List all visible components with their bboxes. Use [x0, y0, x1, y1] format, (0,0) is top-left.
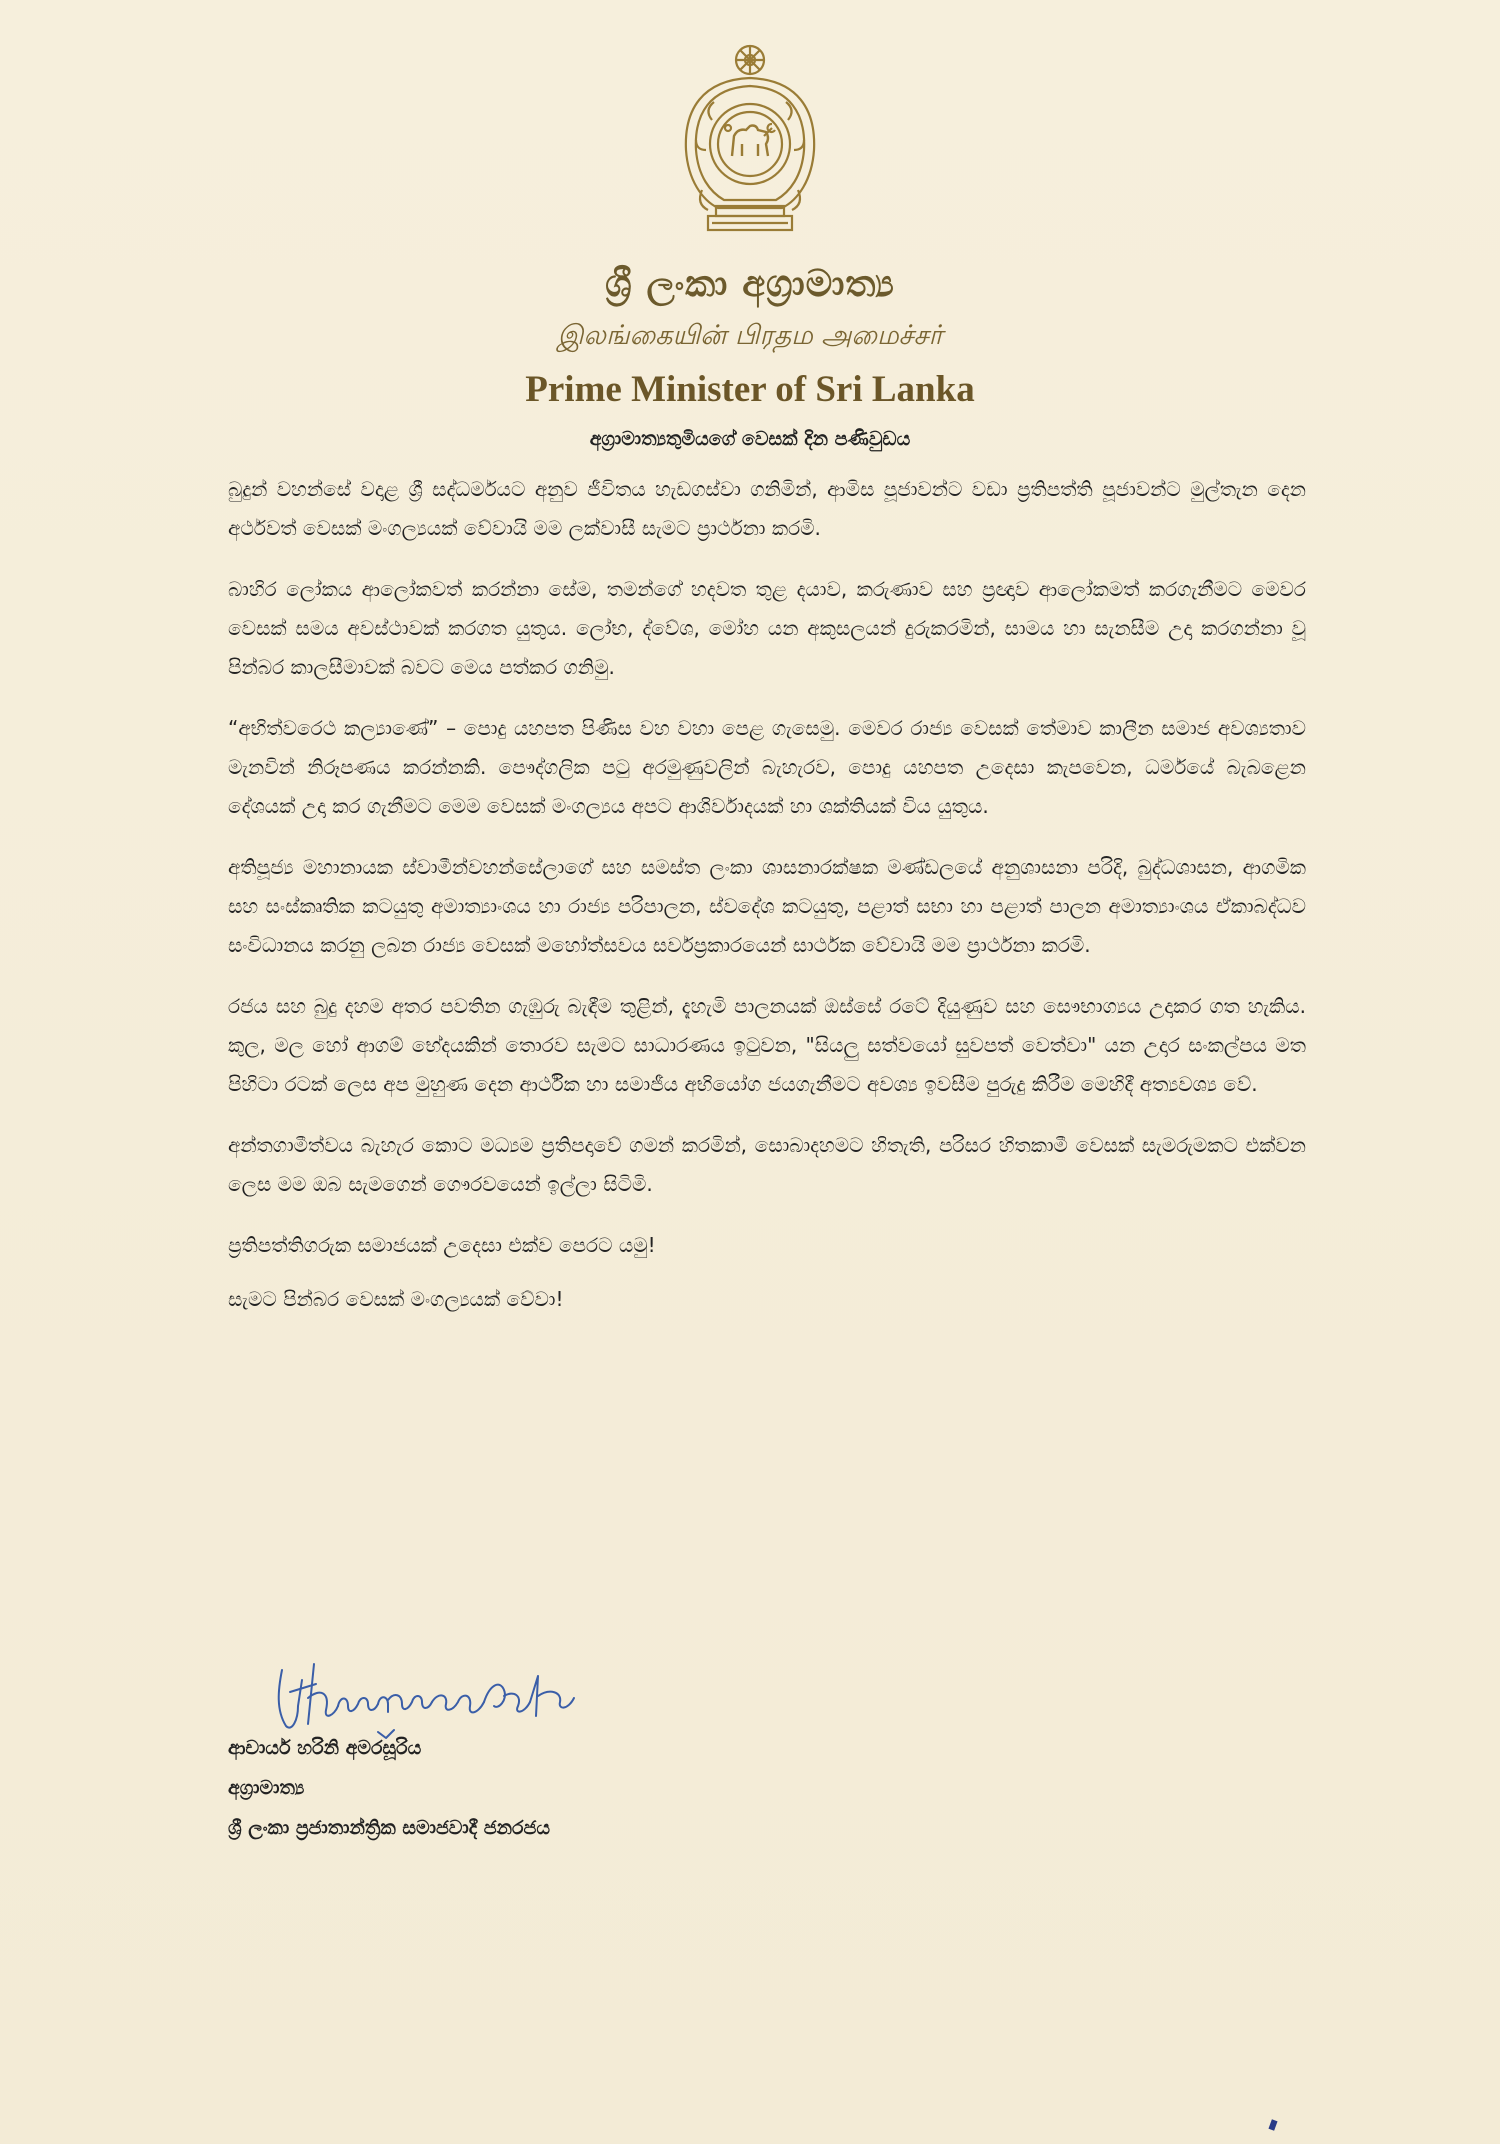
letterhead-title-tamil: இலங்கையின் பிரதம அமைச்சர்: [557, 320, 943, 351]
closing-line: සැමට පින්බර වෙසක් මංගල්‍යයක් වේවා!: [228, 1287, 564, 1311]
signatory-country: ශ්‍රී ලංකා ප්‍රජාතාන්ත්‍රික සමාජවාදී ජනරජය: [228, 1817, 551, 1839]
ink-mark: [1268, 2119, 1277, 2130]
sri-lanka-emblem-icon: [672, 40, 828, 236]
letterhead-title-english: Prime Minister of Sri Lanka: [525, 369, 975, 410]
signatory-name: ආචාර්ය හරිනි අමරසූරිය: [228, 1737, 422, 1759]
letter-subject: අග්‍රාමාත්‍යතුමියගේ වෙසක් දින පණිවුඩය: [589, 428, 911, 450]
body-paragraph: රජය සහ බුදු දහම අතර පවතින ගැඹුරු බැඳීම තුළින්, දැහැමි පාලනයක් ඔස්සේ රටේ දියුණුව සහ සෞභාග්‍යය උදාකර ගත හැකිය. කුල, මල හෝ ආගම් භේදයකින් තොරව සැමට සාධාරණය ඉටුවන, "සියලු සත්වයෝ සුවපත් වෙත්වා" යන උදාර සංකල්පය මත පිහිටා රටක් ලෙස අප මුහුණ දෙන ආර්ථික හා සමාජීය අභියෝග ජයගැනීමට අවශ්‍ය ඉවසීම පුරුදු කිරීම මෙහිදී අත්‍යවශ්‍ය වේ.: [228, 994, 1306, 1096]
body-paragraph: “අභිත්වරෙථ කල්‍යාණේ” – පොදු යහපත පිණිස වහ වහා පෙළ ගැසෙමු. මෙවර රාජ්‍ය වෙසක් තේමාව කාලීන සමාජ අවශ්‍යතාව මැනවින් නිරූපණය කරන්නකි. පෞද්ගලික පටු අරමුණුවලින් බැහැරව, පොදු යහපත උදෙසා කැපවෙන, ධර්මයේ බැබළෙන දේශයක් උදා කර ගැනීමට මෙම වෙසක් මංගල්‍යය අපට ආශිර්වාදයක් හා ශක්තියක් විය යුතුය.: [228, 716, 1306, 818]
signatory-block: [228, 1728, 550, 1848]
closing-line: ප්‍රතිපත්තිගරුක සමාජයක් උදෙසා එක්ව පෙරට යමු!: [228, 1233, 656, 1257]
body-paragraph: අන්තගාමීත්වය බැහැර කොට මධ්‍යම ප්‍රතිපදාවේ ගමන් කරමින්, සොබාදහමට හිතැති, පරිසර හිතකාමී වෙසක් සැමරුමකට එක්වන ලෙස මම ඔබ සැමගෙන් ගෞරවයෙන් ඉල්ලා සිටිමි.: [228, 1133, 1306, 1196]
body-paragraph: අතිපූජ්‍ය මහානායක ස්වාමීන්වහන්සේලාගේ සහ සමස්ත ලංකා ශාසනාරක්ෂක මණ්ඩලයේ අනුශාසනා පරිදි, බුද්ධශාසන, ආගමික සහ සංස්කෘතික කටයුතු අමාත්‍යාංශය හා රාජ්‍ය පරිපාලන, ස්වදේශ කටයුතු, පළාත් සභා හා පළාත් පාලන අමාත්‍යාංශය ඒකාබද්ධව සංවිධානය කරනු ලබන රාජ්‍ය වෙසක් මහෝත්සවය සර්වප්‍රකාරයෙන් සාර්ථක වේවායි මම ප්‍රාර්ථනා කරමි.: [228, 855, 1306, 957]
letterhead-title-sinhala: ශ්‍රී ලංකා අග්‍රාමාත්‍ය: [605, 262, 895, 305]
body-paragraph: බුදුන් වහන්සේ වදාළ ශ්‍රී සද්ධර්මයට අනුව ජීවිතය හැඩගස්වා ගනිමින්, ආමිස පූජාවන්ට වඩා ප්‍රතිපත්ති පූජාවන්ට මුල්තැන දෙන අර්ථවත් වෙසක් මංගල්‍යයක් වේවායි මම ලක්වාසී සැමට ප්‍රාර්ථනා කරමි.: [228, 477, 1307, 540]
body-paragraph: බාහිර ලෝකය ආලෝකවත් කරන්නා සේම, තමන්ගේ හදවත තුළ දයාව, කරුණාව සහ ප්‍රඥාව ආලෝකමත් කරගැනීමට මෙවර වෙසක් සමය අවස්ථාවක් කරගත යුතුය. ලෝභ, ද්වේශ, මෝහ යන අකුසලයන් දුරුකරමින්, සාමය හා සැනසීම උදා කරගන්නා වූ පින්බර කාලසීමාවක් බවට මෙය පත්කර ගනිමු.: [228, 577, 1306, 679]
signatory-position: අග්‍රාමාත්‍ය: [228, 1777, 305, 1799]
letter-body: [228, 470, 1306, 1334]
